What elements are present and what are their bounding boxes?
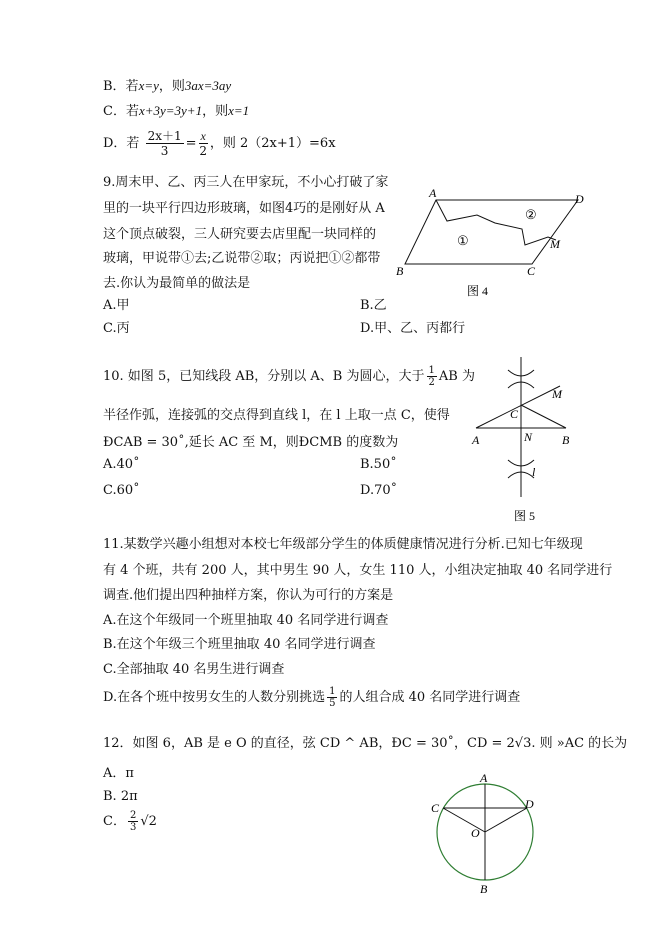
label-d: D <box>525 797 534 811</box>
q9-line-4: 玻璃，甲说带①去;乙说带②取；丙说把①②都带 <box>103 251 381 266</box>
figure-4-parallelogram <box>385 185 595 300</box>
fraction: $\frac{x}{2}$ <box>199 129 208 158</box>
fraction: $\frac{2x+1}{3}$ <box>147 129 182 158</box>
q9-option-b: B.乙 <box>360 298 387 313</box>
label-n: N <box>524 430 533 444</box>
label-b: B <box>396 264 404 278</box>
q9-option-c: C.丙 <box>103 321 130 336</box>
label-a: A <box>429 186 437 200</box>
label-l: l <box>532 465 536 479</box>
q10-line-1: 10. 如图 5，已知线段 AB，分别以 A、B 为圆心，大于 $\frac{1}{2}$ AB 为 <box>103 365 475 388</box>
figure-6-circle <box>425 770 555 895</box>
q11-option-d: D.在各个班中按男女生的人数分别挑选 $\frac{1}{5}$ 的人组合成 40 名同学进行调查 <box>103 686 521 709</box>
q11-line-2: 有 4 个班，共有 200 人，其中男生 90 人，女生 110 人，小组决定抽取 40 名同学进行 <box>103 563 613 578</box>
q9-option-d: D.甲、乙、丙都行 <box>360 321 466 336</box>
q11-line-3: 调查.他们提出四种抽样方案，你认为可行的方案是 <box>103 588 394 603</box>
label-c: C <box>510 407 519 421</box>
q10-line-3: ÐCAB = 30˚,延长 AC 至 M，则ÐCMB 的度数为 <box>103 435 399 450</box>
q12-option-b: B. 2π <box>103 789 138 804</box>
q9-line-5: 去.你认为最简单的做法是 <box>103 276 251 291</box>
q9-line-2: 里的一块平行四边形玻璃，如图4巧的是刚好从 A <box>103 201 385 216</box>
label-d: D <box>575 192 584 206</box>
crack-line <box>436 200 556 245</box>
fraction: $\frac{1}{5}$ <box>329 686 336 709</box>
fraction: $\frac{2}{3}$ <box>129 810 137 833</box>
q12-option-c: C． $\frac{2}{3}$ √2 <box>103 810 157 833</box>
label-m: M <box>552 387 562 401</box>
q8-option-c: C．若x+3y=3y+1，则x=1 <box>103 103 250 119</box>
q11-option-b: B.在这个年级三个班里抽取 40 名同学进行调查 <box>103 637 376 652</box>
q9-line-1: 9.周末甲、乙、丙三人在甲家玩，不小心打破了家 <box>103 175 389 190</box>
label-piece-2: ② <box>525 207 537 222</box>
label-a: A <box>480 771 488 785</box>
segment-bc <box>521 405 566 428</box>
q9-option-a: A.甲 <box>103 298 130 313</box>
q10-line-2: 半径作弧，连接弧的交点得到直线 l，在 l 上取一点 C，使得 <box>103 408 450 423</box>
figure-4-caption: 图 4 <box>467 284 489 298</box>
q11-option-a: A.在这个年级同一个班里抽取 40 名同学进行调查 <box>103 613 389 628</box>
label-piece-1: ① <box>457 233 469 248</box>
segment-od <box>485 808 527 832</box>
parallelogram-outline <box>405 200 578 264</box>
q8-option-b: B．若x=y，则3ax=3ay <box>103 78 232 94</box>
label-c: C <box>431 801 440 815</box>
label-m: M <box>550 237 560 251</box>
figure-5-caption: 图 5 <box>514 509 536 523</box>
label-a: A <box>472 433 480 447</box>
label-b: B <box>562 433 570 447</box>
q9-line-3: 这个顶点破裂，三人研究要去店里配一块同样的 <box>103 227 377 242</box>
figure-5-construction <box>468 352 588 524</box>
q10-option-b: B.50˚ <box>360 457 397 472</box>
q11-option-c: C.全部抽取 40 名男生进行调查 <box>103 662 285 677</box>
label-b: B <box>480 882 488 895</box>
q10-option-c: C.60˚ <box>103 483 140 498</box>
q12-option-a: A．π <box>103 766 134 781</box>
fraction: $\frac{1}{2}$ <box>428 365 435 388</box>
q10-option-d: D.70˚ <box>360 483 398 498</box>
label-o: O <box>471 826 480 840</box>
q11-line-1: 11.某数学兴趣小组想对本校七年级部分学生的体质健康情况进行分析.已知七年级现 <box>103 537 583 552</box>
q8-option-d: D．若 $\frac{2x+1}{3}$ = $\frac{x}{2}$ ，则 2（2x+1）=6x <box>103 129 336 158</box>
q12-stem: 12．如图 6，AB 是 e O 的直径，弦 CD ^ AB，ÐC = 30˚，CD = 2√3. 则 »AC 的长为 <box>103 736 628 751</box>
q10-option-a: A.40˚ <box>103 457 140 472</box>
label-c: C <box>527 264 536 278</box>
